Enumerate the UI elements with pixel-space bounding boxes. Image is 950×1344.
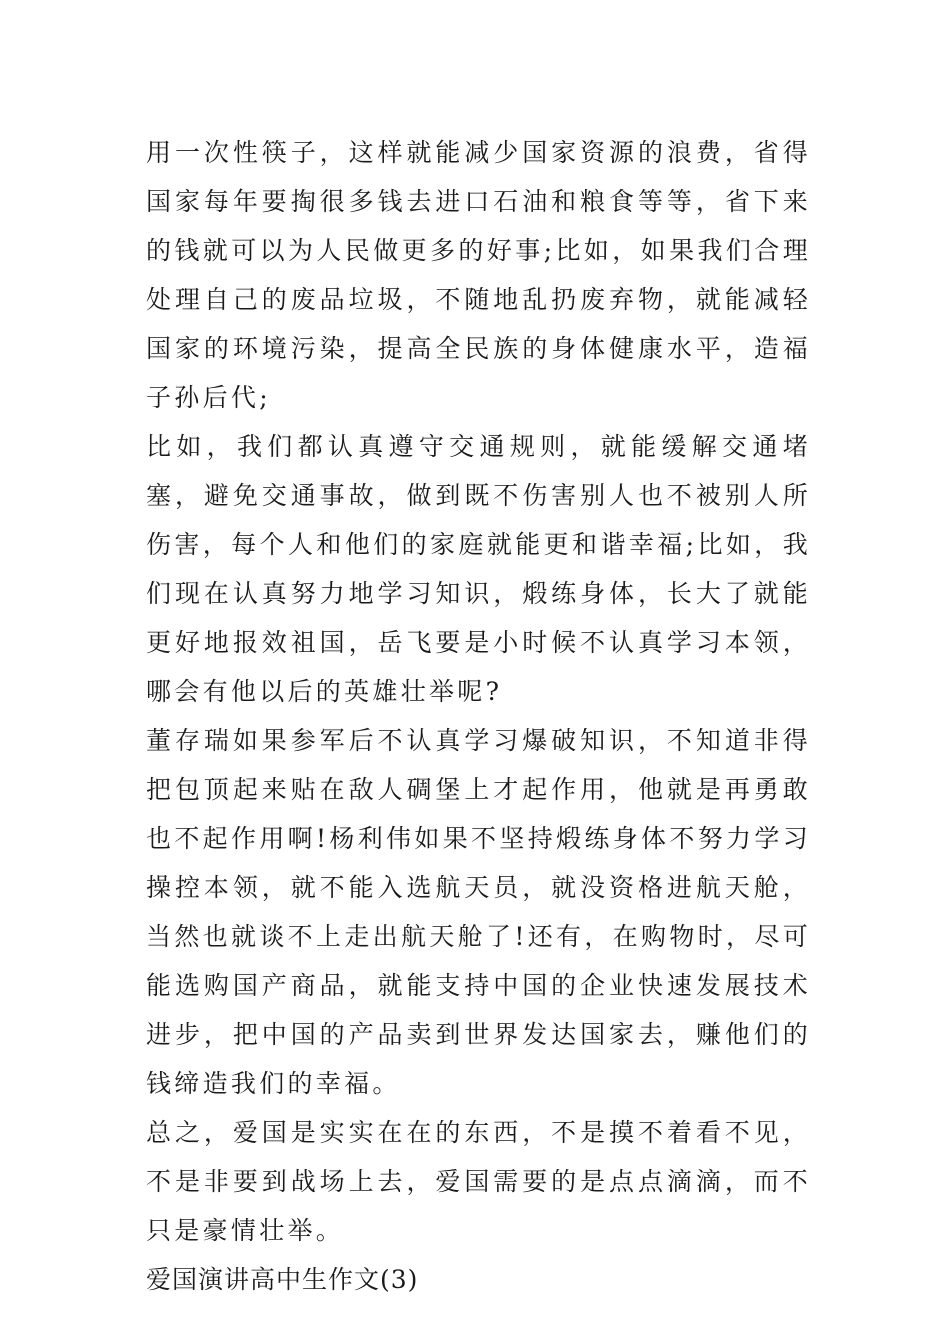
section-heading: 爱国演讲高中生作文(3) (146, 1265, 419, 1294)
document-body (146, 128, 811, 1304)
paragraph-4: 总之，爱国是实实在在的东西，不是摸不着看不见，不是非要到战场上去，爱国需要的是点点滴滴，而不只是豪情壮举。 (146, 1118, 811, 1245)
paragraph-2: 比如，我们都认真遵守交通规则，就能缓解交通堵塞，避免交通事故，做到既不伤害别人也不被别人所伤害，每个人和他们的家庭就能更和谐幸福;比如，我们现在认真努力地学习知识，煅练身体，长大了就能更好地报效祖国，岳飞要是小时候不认真学习本领，哪会有他以后的英雄壮举呢? (146, 432, 811, 706)
paragraph-3: 董存瑞如果参军后不认真学习爆破知识，不知道非得把包顶起来贴在敌人碉堡上才起作用，他就是再勇敢也不起作用啊!杨利伟如果不坚持煅练身体不努力学习操控本领，就不能入选航天员，就没资格进航天舱，当然也就谈不上走出航天舱了!还有，在购物时，尽可能选购国产商品，就能支持中国的企业快速发展技术进步，把中国的产品卖到世界发达国家去，赚他们的钱缔造我们的幸福。 (146, 726, 811, 1098)
paragraph-1: 用一次性筷子，这样就能减少国家资源的浪费，省得国家每年要掏很多钱去进口石油和粮食等等，省下来的钱就可以为人民做更多的好事;比如，如果我们合理处理自己的废品垃圾，不随地乱扔废弃物，就能减轻国家的环境污染，提高全民族的身体健康水平，造福子孙后代; (146, 138, 811, 412)
